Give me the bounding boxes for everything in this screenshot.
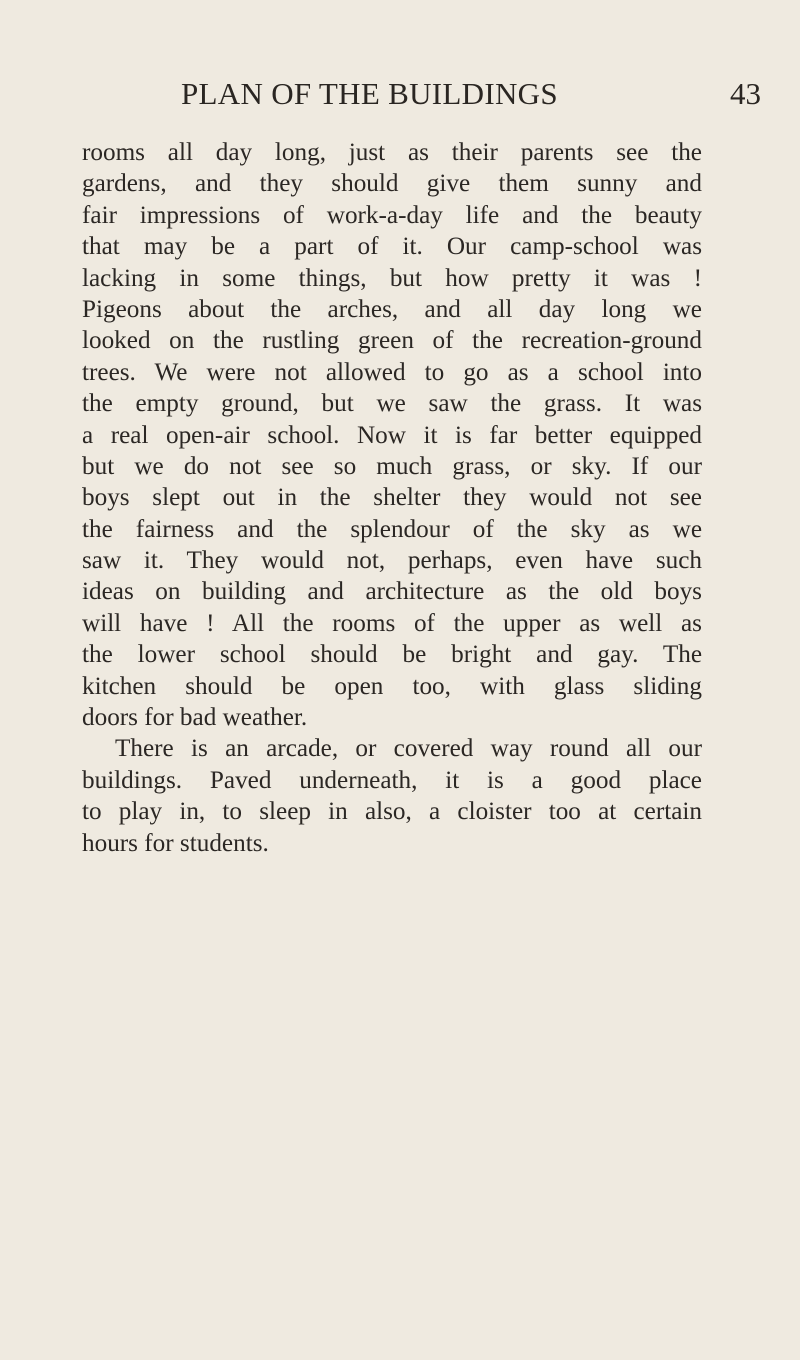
text-line: looked on the rustling green of the recreation-ground (82, 327, 702, 355)
text-line: will have ! All the rooms of the upper as well as (82, 609, 702, 637)
text-line: boys slept out in the shelter they would not see (82, 484, 702, 512)
body-text (82, 137, 702, 859)
text-line: trees. We were not allowed to go as a school into (82, 358, 702, 386)
text-line: buildings. Paved underneath, it is a good place (82, 766, 702, 794)
text-line: that may be a part of it. Our camp-school was (82, 233, 702, 261)
text-line: the lower school should be bright and gay. The (82, 641, 702, 669)
paragraph-1 (82, 137, 702, 733)
text-line: hours for students. (82, 829, 269, 857)
text-line: the empty ground, but we saw the grass. It was (82, 390, 702, 418)
page-number: 43 (730, 76, 761, 111)
page-header (181, 76, 761, 116)
text-line: to play in, to sleep in also, a cloister too at certain (82, 798, 702, 826)
text-line: kitchen should be open too, with glass sliding (82, 672, 702, 700)
paragraph-2 (82, 733, 702, 859)
text-line: ideas on building and architecture as the old boys (82, 578, 702, 606)
text-line: doors for bad weather. (82, 704, 308, 732)
text-line: lacking in some things, but how pretty it was ! (82, 264, 702, 292)
text-line: saw it. They would not, perhaps, even have such (82, 547, 702, 575)
running-head: PLAN OF THE BUILDINGS (181, 76, 558, 111)
text-line: a real open-air school. Now it is far better equipped (82, 421, 702, 449)
text-line: the fairness and the splendour of the sky as we (82, 515, 702, 543)
text-line: There is an arcade, or covered way round all our (115, 735, 702, 763)
text-line: gardens, and they should give them sunny and (82, 170, 702, 198)
text-line: Pigeons about the arches, and all day long we (82, 295, 702, 323)
text-line: fair impressions of work-a-day life and the beauty (82, 201, 702, 229)
text-line: but we do not see so much grass, or sky. If our (82, 452, 702, 480)
text-line: rooms all day long, just as their parents see the (82, 139, 702, 166)
